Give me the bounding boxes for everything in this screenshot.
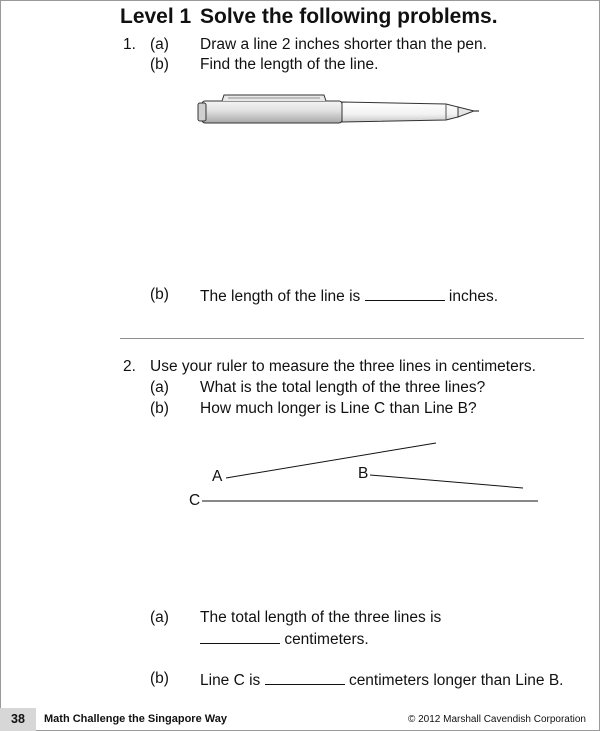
problem-2a-label: (a) [150,379,169,396]
line-b [370,475,523,488]
line-a [226,443,436,478]
problem-1a-text: Draw a line 2 inches shorter than the pen. [200,36,487,53]
line-b-label: B [358,465,369,482]
problem-2-number: 2. [123,358,136,375]
problem-2b-label: (b) [150,400,169,417]
footer [0,708,600,731]
answer-2b-line [200,670,563,690]
line-a-label: A [212,468,223,485]
answer-2a-blank[interactable] [200,629,280,644]
answer-2b-prefix: Line C is [200,672,261,689]
problem-1b-label: (b) [150,56,169,73]
answer-2b-label: (b) [150,670,169,687]
line-c-label: C [189,492,201,509]
problem-2b-text: How much longer is Line C than Line B? [200,400,477,417]
answer-2a-text: The total length of the three lines is [200,609,442,626]
answer-2a-suffix: centimeters. [284,631,369,648]
problem-2-intro: Use your ruler to measure the three lines in centimeters. [150,358,536,375]
answer-2b-suffix: centimeters longer than Line B. [348,672,564,689]
answer-2a-label: (a) [150,609,169,626]
problem-1b-text: Find the length of the line. [200,56,379,73]
page-number: 38 [0,708,36,731]
answer-2b-blank[interactable] [265,670,345,685]
book-title: Math Challenge the Singapore Way [44,713,227,725]
problem-2a-text: What is the total length of the three lines? [200,379,486,396]
answer-1b-suffix: inches. [448,288,499,305]
problem-1-number: 1. [123,36,136,53]
level-label: Level 1 [120,5,192,28]
answer-2a-line [200,629,369,649]
answer-1b-prefix: The length of the line is [200,288,361,305]
problem-1a-label: (a) [150,36,169,53]
answer-1b-label: (b) [150,286,169,303]
copyright: © 2012 Marshall Cavendish Corporation [407,714,586,725]
page-title: Solve the following problems. [200,5,498,28]
